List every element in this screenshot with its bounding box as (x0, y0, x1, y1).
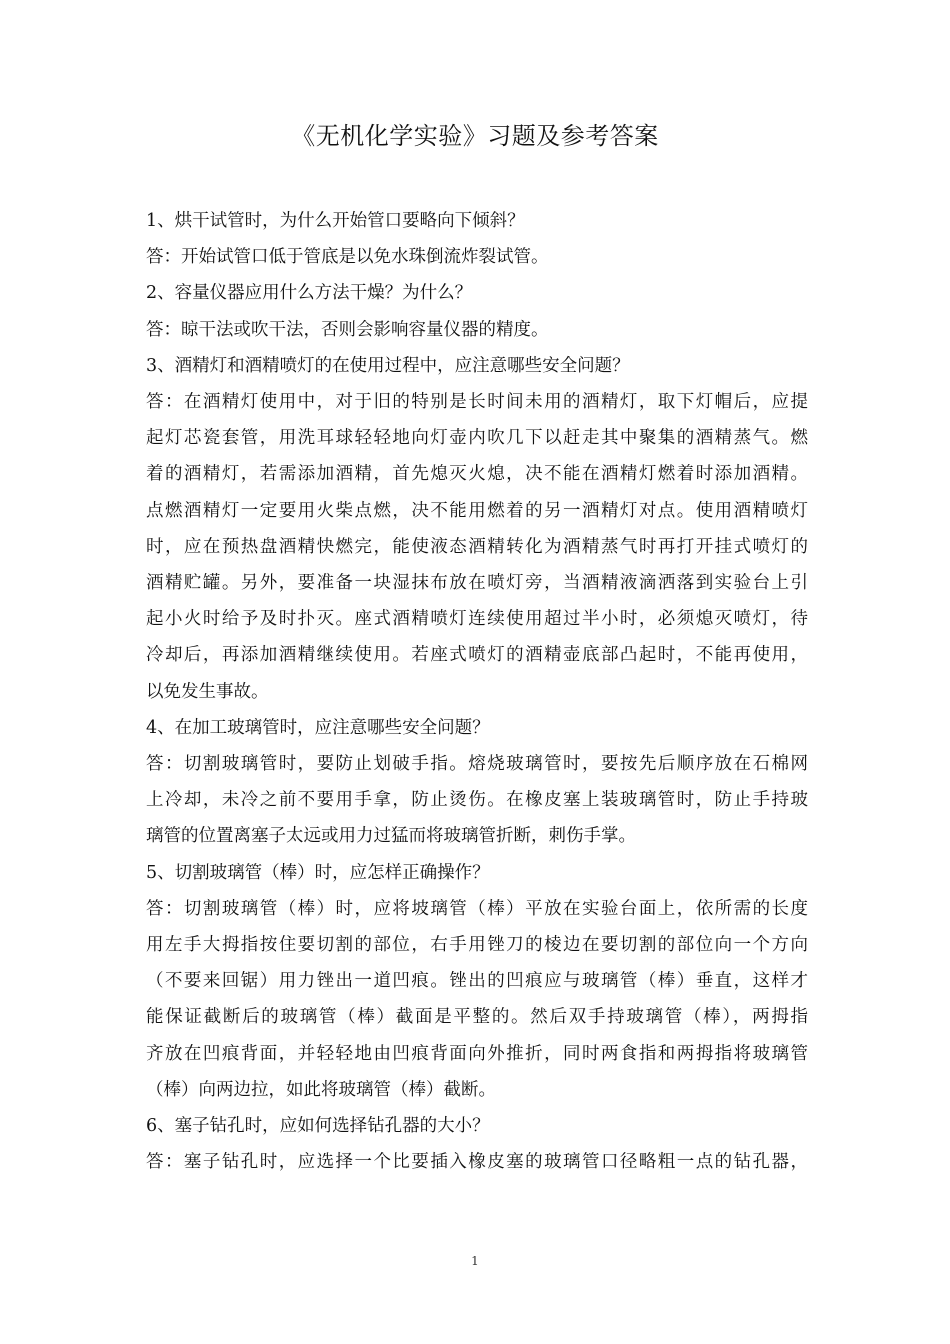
answer-5-line-5: 齐放在凹痕背面，并轻轻地由凹痕背面向外推折，同时两食指和两拇指将玻璃管 (146, 1043, 808, 1064)
answer-1: 答：开始试管口低于管底是以免水珠倒流炸裂试管。 (146, 247, 549, 268)
answer-3-line-3: 着的酒精灯，若需添加酒精，首先熄灭火熄，决不能在酒精灯燃着时添加酒精。 (146, 464, 808, 485)
answer-3-line-4: 点燃酒精灯一定要用火柴点燃，决不能用燃着的另一酒精灯对点。使用酒精喷灯 (146, 500, 808, 521)
question-3: 3、酒精灯和酒精喷灯的在使用过程中，应注意哪些安全问题？ (146, 355, 630, 376)
answer-2: 答：晾干法或吹干法，否则会影响容量仪器的精度。 (146, 319, 549, 340)
question-2: 2、容量仪器应用什么方法干燥？为什么？ (146, 283, 473, 304)
question-4: 4、在加工玻璃管时，应注意哪些安全问题？ (146, 717, 490, 738)
question-5: 5、切割玻璃管（棒）时，应怎样正确操作？ (146, 862, 490, 883)
answer-3-line-6: 酒精贮罐。另外，要准备一块湿抹布放在喷灯旁，当酒精液滴洒落到实验台上引 (146, 573, 808, 594)
document-body (146, 203, 808, 1180)
answer-3-line-8: 冷却后，再添加酒精继续使用。若座式喷灯的酒精壶底部凸起时，不能再使用， (146, 645, 808, 666)
answer-5-line-2: 用左手大拇指按住要切割的部位，右手用锉刀的棱边在要切割的部位向一个方向 (146, 935, 808, 956)
answer-5-line-1: 答：切割玻璃管（棒）时，应将坡璃管（棒）平放在实验台面上，依所需的长度 (146, 898, 808, 919)
answer-5-line-6: （棒）向两边拉，如此将玻璃管（棒）截断。 (146, 1079, 496, 1100)
answer-4-line-3: 璃管的位置离塞子太远或用力过猛而将玻璃管折断，刺伤手掌。 (146, 826, 636, 847)
answer-5-line-3: （不要来回锯）用力锉出一道凹痕。锉出的凹痕应与玻璃管（棒）垂直，这样才 (146, 971, 808, 992)
answer-4-line-1: 答：切割玻璃管时，要防止划破手指。熔烧玻璃管时，要按先后顺序放在石棉网 (146, 754, 808, 775)
answer-3-line-7: 起小火时给予及时扑灭。座式酒精喷灯连续使用超过半小时，必须熄灭喷灯，待 (146, 609, 808, 630)
question-6: 6、塞子钻孔时，应如何选择钻孔器的大小？ (146, 1116, 490, 1137)
answer-3-line-9: 以免发生事故。 (146, 681, 269, 702)
answer-3-line-1: 答：在酒精灯使用中，对于旧的特别是长时间未用的酒精灯，取下灯帽后，应提 (146, 392, 808, 413)
answer-6-line-1: 答：塞子钻孔时，应选择一个比要插入橡皮塞的玻璃管口径略粗一点的钻孔器， (146, 1152, 808, 1173)
answer-3-line-2: 起灯芯瓷套管，用洗耳球轻轻地向灯壶内吹几下以赶走其中聚集的酒精蒸气。燃 (146, 428, 808, 449)
answer-5-line-4: 能保证截断后的玻璃管（棒）截面是平整的。然后双手持玻璃管（棒），两拇指 (146, 1007, 808, 1028)
page-number: 1 (471, 1254, 479, 1268)
document-title: 《无机化学实验》习题及参考答案 (291, 122, 659, 150)
answer-3-line-5: 时，应在预热盘酒精快燃完，能使液态酒精转化为酒精蒸气时再打开挂式喷灯的 (146, 536, 808, 557)
answer-4-line-2: 上冷却，未冷之前不要用手拿，防止烫伤。在橡皮塞上装玻璃管时，防止手持玻 (146, 790, 808, 811)
question-1: 1、烘干试管时，为什么开始管口要略向下倾斜？ (146, 211, 525, 231)
